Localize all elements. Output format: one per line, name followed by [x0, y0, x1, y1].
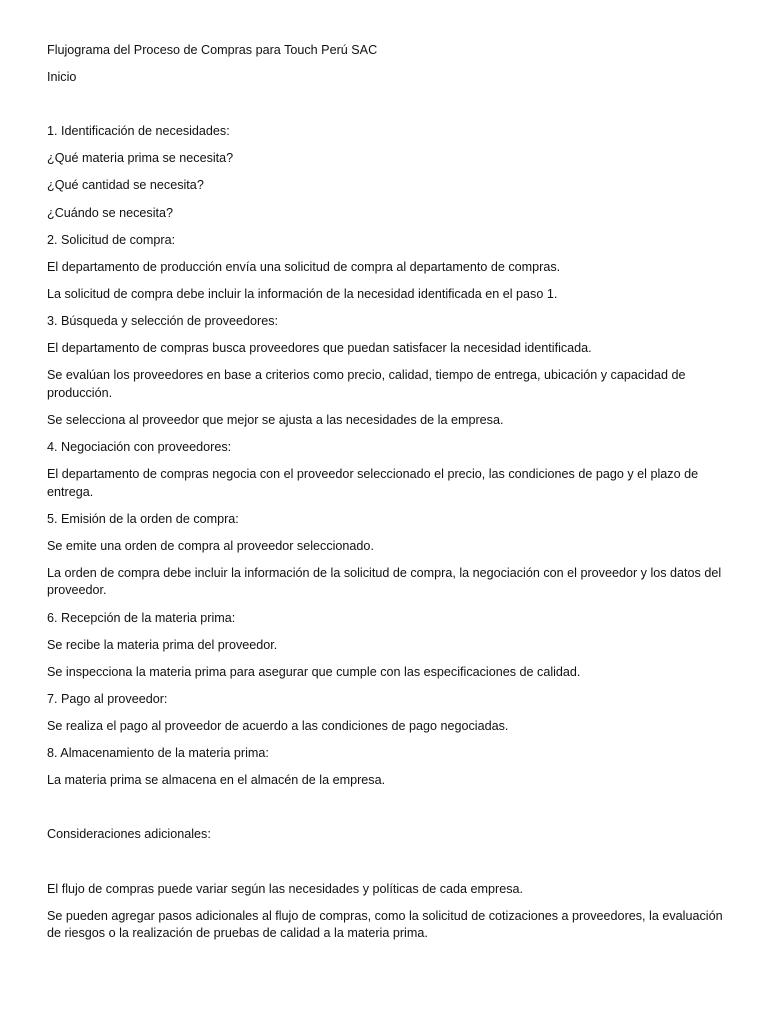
step-line: La orden de compra debe incluir la información de la solicitud de compra, la negociación con el proveedor y los datos del proveedor. [47, 565, 722, 598]
step-line: Se selecciona al proveedor que mejor se ajusta a las necesidades de la empresa. [47, 412, 504, 427]
step-line: El departamento de producción envía una solicitud de compra al departamento de compras. [47, 259, 561, 274]
blank-line [47, 799, 727, 817]
step-line: Se inspecciona la materia prima para asegurar que cumple con las especificaciones de calidad. [47, 664, 581, 679]
step-heading: 1. Identificación de necesidades: [47, 124, 230, 139]
blank-line [47, 853, 727, 871]
considerations-line: El flujo de compras puede variar según las necesidades y políticas de cada empresa. [47, 881, 524, 896]
step-line: Se recibe la materia prima del proveedor. [47, 637, 278, 652]
considerations-line: Se pueden agregar pasos adicionales al flujo de compras, como la solicitud de cotizaciones a proveedores, la evaluación de riesgos o la realización de pruebas de calidad a la materia prima. [47, 908, 723, 941]
step-heading: 2. Solicitud de compra: [47, 232, 176, 247]
start-label: Inicio [47, 70, 77, 85]
document-title: Flujograma del Proceso de Compras para Touch Perú SAC [47, 43, 378, 57]
step-heading: 4. Negociación con proveedores: [47, 439, 232, 454]
step-line: ¿Qué cantidad se necesita? [47, 178, 204, 193]
step-line: ¿Cuándo se necesita? [47, 205, 174, 220]
step-heading: 8. Almacenamiento de la materia prima: [47, 746, 269, 761]
step-line: La materia prima se almacena en el almacén de la empresa. [47, 773, 386, 788]
step-line: El departamento de compras negocia con el proveedor seleccionado el precio, las condiciones de pago y el plazo de entrega. [47, 467, 699, 499]
step-line: La solicitud de compra debe incluir la información de la necesidad identificada en el paso 1. [47, 286, 558, 301]
document-page [47, 42, 727, 952]
step-heading: 7. Pago al proveedor: [47, 691, 168, 706]
step-line: Se evalúan los proveedores en base a criterios como precio, calidad, tiempo de entrega, ubicación y capacidad de producción. [47, 368, 686, 400]
step-heading: 5. Emisión de la orden de compra: [47, 511, 239, 526]
step-line: Se realiza el pago al proveedor de acuerdo a las condiciones de pago negociadas. [47, 718, 509, 733]
blank-line [47, 96, 727, 114]
step-line: El departamento de compras busca proveedores que puedan satisfacer la necesidad identificada. [47, 341, 592, 356]
step-heading: 6. Recepción de la materia prima: [47, 610, 236, 625]
step-line: Se emite una orden de compra al proveedor seleccionado. [47, 538, 374, 553]
considerations-heading: Consideraciones adicionales: [47, 827, 211, 842]
step-heading: 3. Búsqueda y selección de proveedores: [47, 313, 279, 328]
step-line: ¿Qué materia prima se necesita? [47, 151, 234, 166]
